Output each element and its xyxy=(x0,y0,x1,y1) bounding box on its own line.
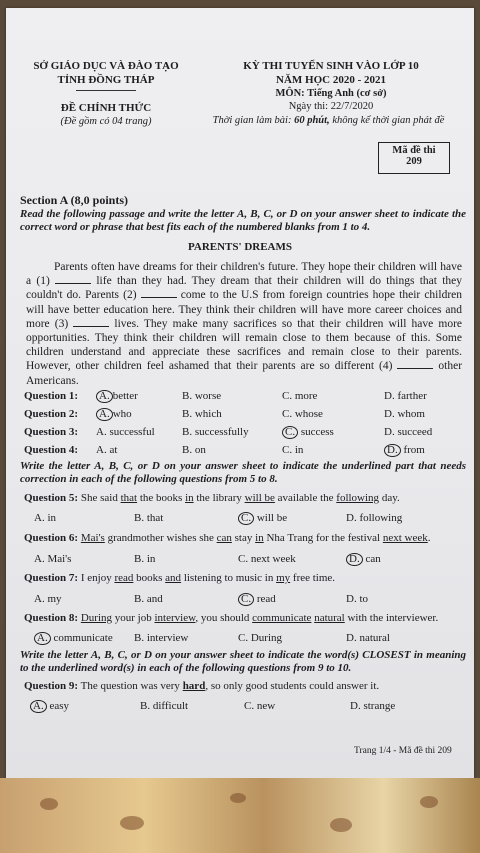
passage-title: PARENTS' DREAMS xyxy=(187,241,292,253)
exam-code-box xyxy=(378,142,450,174)
exam-date: Ngày thi: 22/7/2020 xyxy=(288,101,374,112)
table-surface xyxy=(0,778,480,853)
instruction-3: Write the letter A, B, C, or D on your answer sheet to indicate the word(s) CLOSEST in meaning to the underlined word(s) in each of the following questions from 9 to 10. xyxy=(20,649,466,674)
q5-option-c: C. will be xyxy=(238,512,287,525)
q6-option-d: D. can xyxy=(346,553,381,566)
instruction-2: Write the letter A, B, C, or D on your answer sheet to indicate the underlined part that needs correction in each of the following questions from 5 to 8. xyxy=(20,460,466,485)
blank-3 xyxy=(73,317,109,327)
q3-option-c: C. success xyxy=(282,426,334,439)
blank-1 xyxy=(55,274,91,284)
question-5: Question 5: She said that the books in the library will be available the following day. xyxy=(24,492,400,504)
question-9: Question 9: The question was very hard, so only good students could answer it. xyxy=(24,680,380,692)
question-8: Question 8: During your job interview, you should communicate natural with the interviewer. xyxy=(24,612,439,624)
exam-code-value: 209 xyxy=(406,156,422,167)
q7-option-c: C. read xyxy=(238,593,276,606)
question-7: Question 7: I enjoy read books and listening to music in my free time. xyxy=(24,572,336,584)
official-label: ĐỀ CHÍNH THỨC xyxy=(60,102,152,114)
blank-2 xyxy=(141,288,177,298)
question-6: Question 6: Mai's grandmother wishes she can stay in Nha Trang for the festival next week. xyxy=(24,532,431,544)
q2-option-a: A. who xyxy=(96,408,132,421)
subject: MÔN: Tiếng Anh (cơ sở) xyxy=(275,88,387,99)
q9-option-a: A. easy xyxy=(30,700,69,713)
school-year: NĂM HỌC 2020 - 2021 xyxy=(276,74,386,86)
pages-note: (Đề gồm có 04 trang) xyxy=(60,116,152,127)
page-footer: Trang 1/4 - Mã đề thi 209 xyxy=(354,746,452,756)
q4-option-d: D. from xyxy=(384,444,425,457)
header-divider-left xyxy=(76,90,136,91)
section-title: Section A (8,0 points) xyxy=(20,193,129,207)
blank-4 xyxy=(397,359,433,369)
time-allowed: Thời gian làm bài: 60 phút, không kể thời gian phát đề xyxy=(212,115,445,126)
province-name: TỈNH ĐỒNG THÁP xyxy=(57,74,155,86)
q8-option-a: A. communicate xyxy=(34,632,113,645)
q1-option-a: A. better xyxy=(96,390,138,403)
department-name: SỞ GIÁO DỤC VÀ ĐÀO TẠO xyxy=(33,60,179,72)
exam-code-label: Mã đề thi xyxy=(392,145,436,156)
exam-title: KỲ THI TUYỂN SINH VÀO LỚP 10 xyxy=(243,60,419,72)
instruction-1: Read the following passage and write the letter A, B, C, or D on your answer sheet to indicate the correct word or phrase that best fits each of the numbered blanks from 1 to 4. xyxy=(20,208,466,233)
passage: Parents often have dreams for their children's future. They hope their children will have a (1) life than they had. They dream that their children will do things that they couldn't do. Parents (2) come to the U.S from foreign countries hope their children will have better education here. They think their children will have more career choices and more (3) lives. They make many sacrifices so that their children will have more opportunities. They think their children will remain close to them because of this. Some children understand and appreciate these sacrifices and remain close to their parents. However, other children feel ashamed that their parents are so different (4) other Americans. xyxy=(26,261,463,387)
exam-page: SỞ GIÁO DỤC VÀ ĐÀO TẠO TỈNH ĐỒNG THÁP ĐỀ CHÍNH THỨC (Đề gồm có 04 trang) KỲ THI TUYỂN SINH VÀO LỚP 10 NĂM HỌC 2020 - 2021 MÔN: Tiếng Anh (cơ sở) Ngày thi: 22/7/2020 Thời gian làm bài: 60 phút, không kể thời gian phát đề Mã đề thi 209 Section A (8,0 points) Read the following passage and write the letter A, B, C, or D on your answer sheet to indicate the correct word or phrase that best fits each of the numbered blanks from 1 to 4. PARENTS' DREAMS Parents often have dreams for their children's future. They hope their children will have a (1) life than they had. They dream that their children will do things that they couldn't do. Parents (2) come to the U.S from foreign countries hope their children will have better education here. They think their children will have more career choices and more (3) lives. They make many sacrifices so that their children will have more opportunities. They think their children will remain close to them because of this. Some children understand and appreciate these sacrifices and remain close to their parents. However, other children feel ashamed that their parents are so different (4) other Americans. Question 1: A. better B. worse C. more D. farther Question 2: A. who B. which C. whose D. whom Question 3: A. successful B. successfully C. success D. succeed Question 4: A. at B. on C. in D. from Write the letter A, B, C, or D on your answer sheet to indicate the underlined part that needs correction in each of the following questions from 5 to 8. Question 5: She said that the books in the library will be available the following day. A. in B. that C. will be D. following Question 6: Mai's grandmother wishes she can stay in Nha Trang for the festival next week. A. Mai's B. in C. next week D. can Question 7: I enjoy read books and listening to music in my free time. A. my B. and C. read D. to Question 8: During your job interview, you should communicate natural with the interviewer. A. communicate B. interview C. During D. natural Write the letter A, B, C, or D on your answer sheet to indicate the word(s) CLOSEST in meaning to the underlined word(s) in each of the following questions from 9 to 10. Question 9: The question was very hard, so only good students could answer it. A. easy B. difficult C. new D. strange Trang 1/4 - Mã đề thi 209 xyxy=(6,8,474,780)
